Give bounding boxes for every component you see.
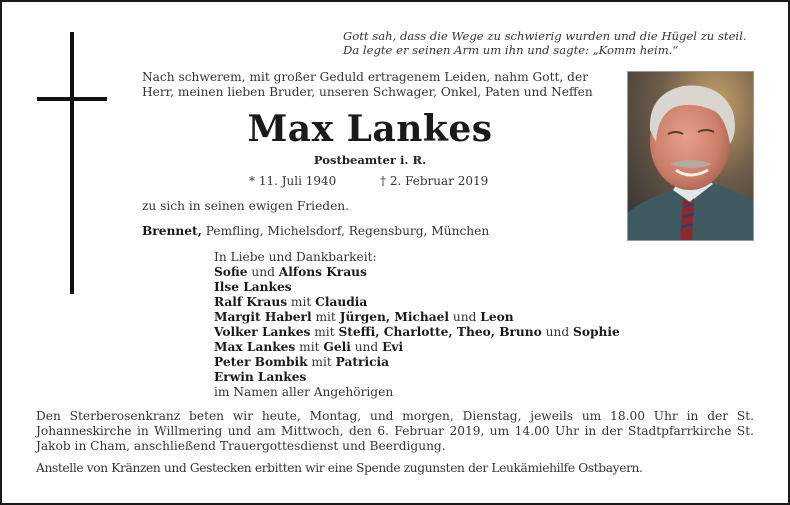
mourner-name: Max Lankes — [214, 340, 296, 354]
places-line — [142, 224, 489, 238]
birth-date: * 11. Juli 1940 — [249, 174, 337, 188]
mourner-name: Ralf Kraus — [214, 295, 288, 309]
mourner-name: Alfons Kraus — [278, 265, 367, 279]
mourner-name: Leon — [480, 310, 514, 324]
donation-info: Anstelle von Kränzen und Gestecken erbitten wir eine Spende zugunsten der Leukämiehilfe Ostbayern. — [36, 460, 643, 475]
places-rest: Pemfling, Michelsdorf, Regensburg, München — [201, 224, 490, 238]
mourner-name: Peter Bombik — [214, 355, 308, 369]
mourners-heading: In Liebe und Dankbarkeit: — [214, 250, 377, 264]
deceased-occupation: Postbeamter i. R. — [313, 153, 427, 167]
footer-text — [36, 409, 754, 476]
mourner-name: Claudia — [315, 295, 368, 309]
mourner-connector: mit — [287, 295, 316, 309]
mourner-lines — [214, 265, 620, 385]
peace-text: zu sich in seinen ewigen Frieden. — [142, 199, 350, 213]
intro-line-2: Herr, meinen lieben Bruder, unseren Schwager, Onkel, Paten und Neffen — [142, 85, 593, 99]
life-dates — [249, 174, 488, 188]
places-bold: Brennet, — [142, 224, 202, 238]
mourner-connector: mit — [310, 325, 339, 339]
mourner-name: Sofie — [214, 265, 248, 279]
cross-horizontal-bar — [37, 97, 107, 101]
mourner-connector: und — [449, 310, 481, 324]
mourner-name: Patricia — [335, 355, 390, 369]
mourner-connector: und — [350, 340, 383, 354]
mourner-name: Ilse Lankes — [214, 280, 292, 294]
mourner-name: Evi — [382, 340, 404, 354]
mourner-line — [214, 295, 620, 310]
motto-line-2: Da legte er seinen Arm um ihn und sagte: „Komm heim.“ — [343, 43, 679, 57]
mourner-connector: und — [541, 325, 574, 339]
deceased-name: Max Lankes — [247, 108, 493, 150]
mourner-connector: mit — [307, 355, 336, 369]
mourner-line — [214, 325, 620, 340]
mourner-name: Geli — [323, 340, 351, 354]
motto-quote — [343, 29, 763, 57]
mourner-connector: mit — [311, 310, 340, 324]
mourner-name: Volker Lankes — [214, 325, 311, 339]
mourner-line — [214, 310, 620, 325]
mourner-line — [214, 265, 620, 280]
mourner-name: Jürgen, Michael — [339, 310, 450, 324]
mourners-closing: im Namen aller Angehörigen — [214, 385, 394, 399]
mourner-name: Sophie — [573, 325, 620, 339]
service-info: Den Sterberosenkranz beten wir heute, Montag, und morgen, Dienstag, jeweils um 18.00 Uhr in der St. Johanneskirche in Willmering und am Mittwoch, den 6. Februar 2019, um 14.00 Uhr in der Stadtpfarrkirche St. Jakob in Cham, anschließend Trauergottesdienst und Beerdigung. — [36, 409, 754, 454]
mourner-line — [214, 340, 620, 355]
mourner-name: Steffi, Charlotte, Theo, Bruno — [338, 325, 542, 339]
mourner-line — [214, 370, 620, 385]
mourner-connector: und — [247, 265, 279, 279]
mourner-line — [214, 280, 620, 295]
portrait-photo-illustration — [628, 72, 753, 240]
intro-line-1: Nach schwerem, mit großer Geduld ertragenem Leiden, nahm Gott, der — [142, 70, 589, 84]
portrait-photo — [627, 71, 754, 241]
mourner-connector: mit — [295, 340, 324, 354]
mourner-line — [214, 355, 620, 370]
cross-vertical-bar — [70, 32, 74, 294]
mourner-name: Erwin Lankes — [214, 370, 307, 384]
mourners-list — [214, 250, 620, 400]
intro-text — [142, 70, 612, 100]
death-date: † 2. Februar 2019 — [380, 174, 489, 188]
motto-line-1: Gott sah, dass die Wege zu schwierig wurden und die Hügel zu steil. — [343, 29, 747, 43]
mourner-name: Margit Haberl — [214, 310, 312, 324]
